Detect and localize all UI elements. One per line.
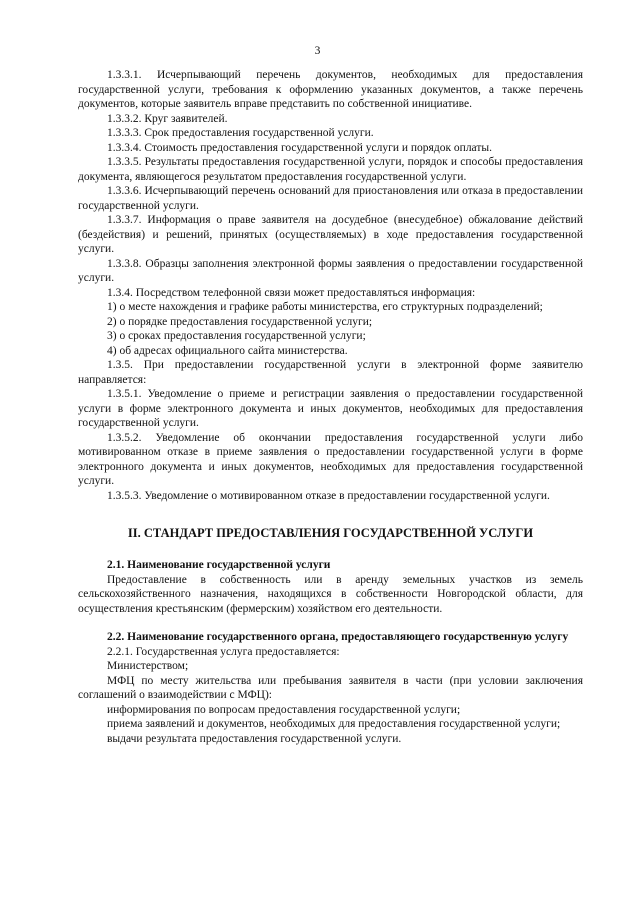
list-item: 1) о месте нахождения и графике работы министерства, его структурных подразделений;: [107, 301, 543, 313]
paragraph: 1.3.3.1. Исчерпывающий перечень документов, необходимых для предоставления государственной услуги, требования к оформлению указанных документов, а также перечень документов, которые заявитель вправе представить по собственной инициативе.: [78, 69, 583, 110]
document-body: [78, 68, 583, 746]
subsection-heading: 2.1. Наименование государственной услуги: [107, 559, 331, 571]
page-number: 3: [314, 45, 321, 57]
paragraph: 1.3.5.2. Уведомление об окончании предоставления государственной услуги либо мотивированном отказе в приеме заявления о предоставлении государственной услуги в форме электронного документа и иных документов, необходимых для предоставления государственной услуги.: [78, 431, 583, 487]
paragraph: МФЦ по месту жительства или пребывания заявителя в части (при условии заключения соглашений о взаимодействии с МФЦ):: [78, 674, 583, 701]
list-item: 3) о сроках предоставления государственной услуги;: [107, 330, 366, 342]
list-item: 2) о порядке предоставления государственной услуги;: [107, 315, 373, 328]
paragraph: информирования по вопросам предоставления государственной услуги;: [107, 703, 461, 716]
paragraph: 1.3.3.6. Исчерпывающий перечень оснований для приостановления или отказа в предоставлении государственной услуги.: [78, 185, 583, 212]
paragraph: Предоставление в собственность или в аренду земельных участков из земель сельскохозяйственного назначения, находящихся в собственности Новгородской области, для осуществления крестьянским (фермерским) хозяйством его деятельности.: [78, 573, 583, 615]
paragraph: 2.2.1. Государственная услуга предоставляется:: [107, 645, 340, 658]
paragraph: 1.3.3.3. Срок предоставления государственной услуги.: [107, 127, 374, 139]
paragraph: 1.3.3.8. Образцы заполнения электронной формы заявления о предоставлении государственной услуги.: [78, 257, 583, 284]
list-item: 4) об адресах официального сайта министерства.: [107, 344, 348, 357]
paragraph: 1.3.3.4. Стоимость предоставления государственной услуги и порядок оплаты.: [107, 141, 492, 154]
section-title: II. СТАНДАРТ ПРЕДОСТАВЛЕНИЯ ГОСУДАРСТВЕННОЙ УСЛУГИ: [127, 526, 534, 540]
subsection-heading: 2.2. Наименование государственного органа, предоставляющего государственную услугу: [107, 631, 569, 643]
paragraph: 1.3.5.1. Уведомление о приеме и регистрации заявления о предоставлении государственной услуги в форме электронного документа и иных документов, необходимых для предоставления государственной услуги.: [78, 388, 583, 429]
spacer: [78, 616, 583, 630]
paragraph: Министерством;: [107, 660, 189, 672]
paragraph: 1.3.3.5. Результаты предоставления государственной услуги, порядок и способы предоставления документа, являющегося результатом предоставления государственной услуги.: [78, 156, 583, 183]
paragraph: приема заявлений и документов, необходимых для предоставления государственной услуги;: [107, 718, 561, 730]
paragraph: 1.3.3.2. Круг заявителей.: [107, 112, 228, 125]
paragraph: выдачи результата предоставления государственной услуги.: [107, 732, 402, 745]
paragraph: 1.3.3.7. Информация о праве заявителя на досудебное (внесудебное) обжалование действий (бездействия) и решений, принятых (осуществляемых) в ходе предоставления государственной услуги.: [78, 214, 583, 255]
paragraph: 1.3.5.3. Уведомление о мотивированном отказе в предоставлении государственной услуги.: [107, 489, 550, 502]
paragraph: 1.3.5. При предоставлении государственной услуги в электронной форме заявителю направляется:: [78, 359, 583, 386]
paragraph: 1.3.4. Посредством телефонной связи может предоставляться информация:: [107, 286, 476, 299]
